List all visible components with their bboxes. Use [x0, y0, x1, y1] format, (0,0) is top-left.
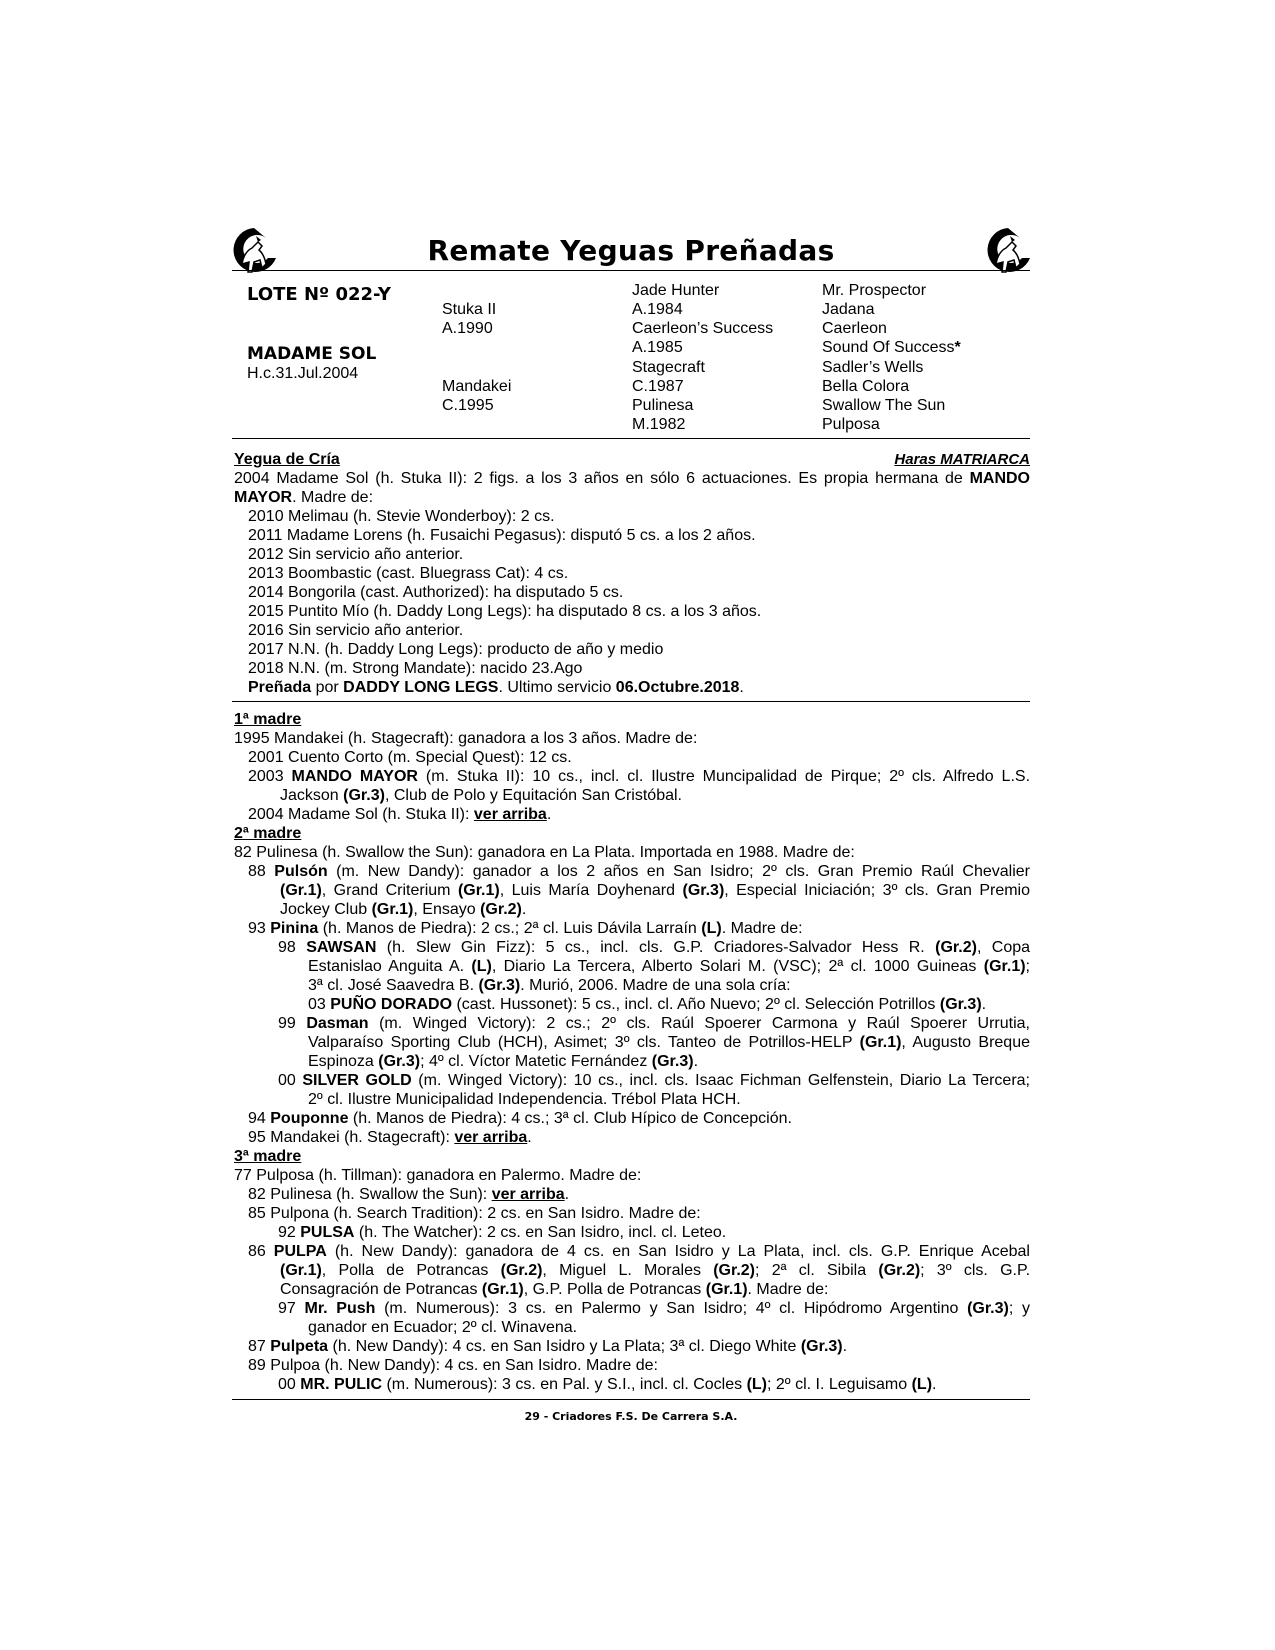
horse-birth: H.c.31.Jul.2004 [247, 365, 359, 382]
haras-name: Haras MATRIARCA [894, 451, 1030, 468]
list-item: 2011 Madame Lorens (h. Fusaichi Pegasus): disputó 5 cs. a los 2 años. [248, 527, 756, 544]
list-item: 93 Pinina (h. Manos de Piedra): 2 cs.; 2ª cl. Luis Dávila Larraín (L). Madre de: [248, 920, 803, 937]
ver-arriba-link: ver arriba [491, 1186, 565, 1203]
pedigree-g3-name: Pulinesa [632, 397, 694, 414]
yegua-cria-intro: 2004 Madame Sol (h. Stuka II): 2 figs. a los 3 años en sólo 6 actuaciones. Es propia hermana de MANDO [234, 470, 1030, 487]
section-heading: 2ª madre [234, 825, 302, 842]
list-item: 03 PUÑO DORADO (cast. Hussonet): 5 cs., incl. cl. Año Nuevo; 2º cl. Selección Potrillos (Gr.3). [308, 996, 987, 1013]
section-heading: 1ª madre [234, 711, 302, 728]
list-item: 89 Pulpoa (h. New Dandy): 4 cs. en San Isidro. Madre de: [248, 1357, 658, 1374]
list-item-cont: (Gr.1), Polla de Potrancas (Gr.2), Miguel L. Morales (Gr.2); 2ª cl. Sibila (Gr.2); 3º cls. G.P. [280, 1262, 1031, 1279]
pedigree-g3-name: Jade Hunter [632, 282, 720, 299]
service-status: Preñada por DADDY LONG LEGS. Ultimo servicio 06.Octubre.2018. [248, 679, 744, 696]
list-item: 82 Pulinesa (h. Swallow the Sun): ver arriba. [248, 1186, 570, 1203]
pedigree-g4-name: Mr. Prospector [822, 282, 927, 299]
list-item: 2017 N.N. (h. Daddy Long Legs): producto de año y medio [248, 641, 664, 658]
horse-name: MADAME SOL [247, 344, 377, 364]
list-item: 94 Pouponne (h. Manos de Piedra): 4 cs.; 3ª cl. Club Hípico de Concepción. [248, 1110, 792, 1127]
pedigree-sire-year: A.1990 [442, 320, 493, 337]
pedigree-dam-name: Mandakei [442, 378, 512, 395]
list-item: 2018 N.N. (m. Strong Mandate): nacido 23.Ago [248, 660, 583, 677]
list-item: 2012 Sin servicio año anterior. [248, 546, 464, 563]
list-item: 88 Pulsón (m. New Dandy): ganador a los 2 años en San Isidro; 2º cls. Gran Premio Raúl Chevalier [248, 863, 1031, 880]
pedigree-sire-name: Stuka II [442, 301, 497, 318]
yegua-cria-header [234, 450, 1030, 469]
list-item-cont: Jackson (Gr.3), Club de Polo y Equitación San Cristóbal. [280, 787, 682, 804]
list-item: 2013 Boombastic (cast. Bluegrass Cat): 4 cs. [248, 565, 569, 582]
list-item-cont: 3ª cl. José Saavedra B. (Gr.3). Murió, 2006. Madre de una sola cría: [308, 977, 791, 994]
lot-number: LOTE Nº 022-Y [247, 284, 391, 305]
madre-intro: 1995 Mandakei (h. Stagecraft): ganadora a los 3 años. Madre de: [234, 730, 698, 747]
list-item: 98 SAWSAN (h. Slew Gin Fizz): 5 cs., incl. cls. G.P. Criadores-Salvador Hess R. (Gr.2), Copa [278, 939, 1031, 956]
list-item: 92 PULSA (h. The Watcher): 2 cs. en San Isidro, incl. cl. Leteo. [278, 1224, 727, 1241]
page-title: Remate Yeguas Preñadas [427, 234, 835, 267]
list-item: 2003 MANDO MAYOR (m. Stuka II): 10 cs., incl. cl. Ilustre Muncipalidad de Pirque; 2º cls. Alfredo L.S. [248, 768, 1031, 785]
document-body [234, 450, 1030, 1394]
star-mark: * [954, 339, 961, 356]
list-item: 2004 Madame Sol (h. Stuka II): ver arriba. [248, 806, 552, 823]
pedigree-g4-name: Sadler’s Wells [822, 359, 924, 376]
pedigree-g3-year: M.1982 [632, 416, 686, 433]
list-item-cont: Valparaíso Sporting Club (HCH), Asimet; 3º cls. Tanteo de Potrillos-HELP (Gr.1), Augusto Breque [308, 1034, 1030, 1051]
list-item: 2001 Cuento Corto (m. Special Quest): 12 cs. [248, 749, 572, 766]
list-item: 97 Mr. Push (m. Numerous): 3 cs. en Palermo y San Isidro; 4º cl. Hipódromo Argentino (Gr.3); y [278, 1300, 1030, 1317]
list-item: 00 SILVER GOLD (m. Winged Victory): 10 cs., incl. cls. Isaac Fichman Gelfenstein, Diario La Tercera; [278, 1072, 1031, 1089]
pedigree-g3-year: A.1984 [632, 301, 683, 318]
list-item: 95 Mandakei (h. Stagecraft): ver arriba. [248, 1129, 532, 1146]
ver-arriba-link: ver arriba [473, 806, 547, 823]
pedigree-divider [232, 438, 1030, 439]
pedigree-g4-name: Caerleon [822, 320, 887, 337]
yegua-cria-intro-cont: MAYOR. Madre de: [234, 489, 374, 506]
section-heading: 3ª madre [234, 1148, 302, 1165]
list-item-cont: (Gr.1), Grand Criterium (Gr.1), Luis María Doyhenard (Gr.3), Especial Iniciación; 3º cls. Gran Premio [280, 882, 1031, 899]
list-item-cont: Consagración de Potrancas (Gr.1), G.P. Polla de Potrancas (Gr.1). Madre de: [280, 1281, 829, 1298]
section-divider [232, 701, 1030, 702]
pedigree-g4-name: Sound Of Success* [822, 339, 961, 356]
list-item-cont: Estanislao Anguita A. (L), Diario La Tercera, Alberto Solari M. (VSC); 2ª cl. 1000 Guineas (Gr.1); [308, 958, 1030, 975]
list-item: 99 Dasman (m. Winged Victory): 2 cs.; 2º cls. Raúl Spoerer Carmona y Raúl Spoerer Urrutia, [278, 1015, 1030, 1032]
list-item: 2015 Puntito Mío (h. Daddy Long Legs): ha disputado 8 cs. a los 3 años. [248, 603, 762, 620]
pedigree-g4-name: Bella Colora [822, 378, 910, 395]
madre-intro: 77 Pulposa (h. Tillman): ganadora en Palermo. Madre de: [234, 1167, 642, 1184]
pedigree-g4-name: Swallow The Sun [822, 397, 946, 414]
pedigree-g4-name: Jadana [822, 301, 875, 318]
pedigree-g3-year: C.1987 [632, 378, 684, 395]
footer-divider [232, 1399, 1030, 1400]
pedigree-g3-year: A.1985 [632, 339, 683, 356]
list-item: 2010 Melimau (h. Stevie Wonderboy): 2 cs. [248, 508, 555, 525]
pedigree-g4-name: Pulposa [822, 416, 880, 433]
madre-intro: 82 Pulinesa (h. Swallow the Sun): ganadora en La Plata. Importada en 1988. Madre de: [234, 844, 855, 861]
page-footer: 29 - Criadores F.S. De Carrera S.A. [524, 1410, 738, 1423]
list-item: 00 MR. PULIC (m. Numerous): 3 cs. en Pal. y S.I., incl. cl. Cocles (L); 2º cl. I. Leguisamo (L). [278, 1376, 937, 1393]
pedigree-g3-name: Stagecraft [632, 359, 705, 376]
list-item: 86 PULPA (h. New Dandy): ganadora de 4 cs. en San Isidro y La Plata, incl. cls. G.P. Enrique Acebal [248, 1243, 1030, 1260]
header-divider [232, 270, 1030, 271]
pedigree-dam-year: C.1995 [442, 397, 494, 414]
section-heading: Yegua de Cría [234, 451, 340, 468]
pedigree-g3-name: Caerleon’s Success [632, 320, 774, 337]
list-item: 2014 Bongorila (cast. Authorized): ha disputado 5 cs. [248, 584, 624, 601]
list-item-cont: Espinoza (Gr.3); 4º cl. Víctor Matetic Fernández (Gr.3). [308, 1053, 699, 1070]
list-item-cont: ganador en Ecuador; 2º cl. Winavena. [308, 1319, 578, 1336]
list-item: 2016 Sin servicio año anterior. [248, 622, 464, 639]
list-item-cont: 2º cl. Ilustre Municipalidad Independencia. Trébol Plata HCH. [308, 1091, 741, 1108]
list-item-cont: Jockey Club (Gr.1), Ensayo (Gr.2). [280, 901, 527, 918]
ver-arriba-link: ver arriba [454, 1129, 528, 1146]
list-item: 87 Pulpeta (h. New Dandy): 4 cs. en San Isidro y La Plata; 3ª cl. Diego White (Gr.3). [248, 1338, 848, 1355]
list-item: 85 Pulpona (h. Search Tradition): 2 cs. en San Isidro. Madre de: [248, 1205, 701, 1222]
